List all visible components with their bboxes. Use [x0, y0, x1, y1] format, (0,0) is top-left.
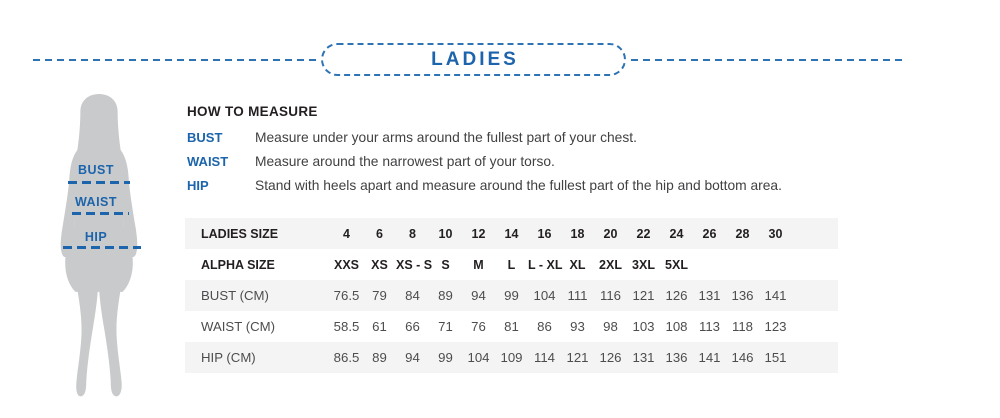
ladies-section-pill: [321, 43, 626, 76]
figure-waist-label: WAIST: [74, 195, 118, 209]
size-value-cell: 2XL: [599, 257, 622, 272]
size-value-cell: 8: [409, 226, 416, 241]
figure-hip-label: HIP: [84, 230, 108, 244]
measure-instruction-hip: [187, 174, 887, 198]
size-value-cell: 4: [343, 226, 350, 241]
size-value-cell: 24: [669, 226, 684, 241]
size-value-cell: 104: [467, 350, 490, 365]
size-value-cell: [759, 249, 792, 280]
size-value-cell: L: [507, 257, 516, 272]
female-silhouette-figure: [50, 93, 148, 405]
size-value-cell: 26: [702, 226, 717, 241]
size-value-cell: 99: [504, 288, 519, 303]
how-to-measure-title: HOW TO MEASURE: [187, 104, 318, 119]
figure-bust-label: BUST: [77, 163, 115, 177]
section-title: LADIES: [431, 48, 519, 70]
size-value-cell: 84: [405, 288, 420, 303]
size-value-cell: XS - S: [396, 257, 433, 272]
size-value-cell: 99: [438, 350, 453, 365]
size-value-cell: 12: [471, 226, 486, 241]
size-value-cell: 28: [735, 226, 750, 241]
size-value-cell: 126: [599, 350, 622, 365]
size-value-cell: 98: [603, 319, 618, 334]
row-label-cell: HIP (CM): [201, 350, 256, 365]
hip-label: HIP: [187, 178, 209, 193]
size-value-cell: S: [441, 257, 450, 272]
table-row: [185, 218, 838, 249]
size-value-cell: 86.5: [333, 350, 360, 365]
ladies-size-table: [185, 218, 838, 373]
measure-instruction-waist: [187, 150, 887, 174]
size-value-cell: 104: [533, 288, 556, 303]
size-value-cell: 131: [632, 350, 655, 365]
bust-description: Measure under your arms around the fullest part of your chest.: [255, 130, 637, 145]
size-value-cell: 109: [500, 350, 523, 365]
size-value-cell: 126: [665, 288, 688, 303]
row-label-cell: ALPHA SIZE: [201, 257, 275, 272]
size-value-cell: M: [473, 257, 484, 272]
row-label-cell: BUST (CM): [201, 288, 269, 303]
hip-measure-line: [63, 246, 141, 249]
how-to-measure-section: [187, 104, 887, 198]
size-value-cell: 86: [537, 319, 552, 334]
row-label-cell: LADIES SIZE: [201, 226, 279, 241]
waist-measure-line: [72, 212, 129, 215]
filler-cell: [792, 342, 838, 373]
size-value-cell: 94: [405, 350, 420, 365]
size-value-cell: 93: [570, 319, 585, 334]
waist-description: Measure around the narrowest part of your torso.: [255, 154, 555, 169]
size-value-cell: 146: [731, 350, 754, 365]
size-value-cell: 89: [372, 350, 387, 365]
female-silhouette-icon: [50, 93, 148, 405]
size-value-cell: 103: [632, 319, 655, 334]
size-value-cell: 94: [471, 288, 486, 303]
size-value-cell: 113: [698, 319, 721, 334]
row-label-cell: WAIST (CM): [201, 319, 275, 334]
size-value-cell: 151: [764, 350, 787, 365]
size-value-cell: 71: [438, 319, 453, 334]
filler-cell: [792, 280, 838, 311]
size-value-cell: 111: [567, 288, 588, 303]
size-value-cell: 5XL: [665, 257, 688, 272]
size-value-cell: 76: [471, 319, 486, 334]
size-value-cell: 121: [566, 350, 589, 365]
size-value-cell: XXS: [333, 257, 359, 272]
filler-cell: [792, 311, 838, 342]
table-row: [185, 342, 838, 373]
hip-description: Stand with heels apart and measure around the fullest part of the hip and bottom area.: [255, 178, 782, 193]
table-row: [185, 311, 838, 342]
bust-label: BUST: [187, 130, 223, 145]
size-value-cell: [726, 249, 759, 280]
size-value-cell: 20: [603, 226, 618, 241]
size-value-cell: 136: [731, 288, 754, 303]
size-value-cell: [693, 249, 726, 280]
bust-measure-line: [68, 181, 130, 184]
size-value-cell: 3XL: [632, 257, 655, 272]
filler-cell: [792, 218, 838, 249]
left-dashed-divider: [33, 59, 319, 61]
measure-instruction-bust: [187, 126, 887, 150]
size-value-cell: 81: [504, 319, 519, 334]
size-value-cell: 61: [372, 319, 387, 334]
size-value-cell: L - XL: [528, 257, 563, 272]
size-value-cell: 89: [438, 288, 453, 303]
size-value-cell: 14: [504, 226, 519, 241]
size-value-cell: XS: [371, 257, 388, 272]
size-value-cell: 131: [698, 288, 721, 303]
size-value-cell: XL: [569, 257, 586, 272]
size-value-cell: 18: [570, 226, 585, 241]
size-value-cell: 10: [438, 226, 453, 241]
size-value-cell: 141: [698, 350, 721, 365]
size-value-cell: 76.5: [333, 288, 360, 303]
size-value-cell: 58.5: [333, 319, 360, 334]
filler-cell: [792, 249, 838, 280]
size-value-cell: 108: [665, 319, 688, 334]
size-value-cell: 136: [665, 350, 688, 365]
size-value-cell: 114: [533, 350, 556, 365]
size-value-cell: 66: [405, 319, 420, 334]
table-row: [185, 249, 838, 280]
size-value-cell: 16: [537, 226, 552, 241]
size-value-cell: 123: [764, 319, 787, 334]
size-value-cell: 79: [372, 288, 387, 303]
size-value-cell: 22: [636, 226, 651, 241]
size-value-cell: 6: [376, 226, 383, 241]
size-value-cell: 121: [632, 288, 655, 303]
waist-label: WAIST: [187, 154, 229, 169]
size-value-cell: 116: [599, 288, 622, 303]
size-value-cell: 118: [731, 319, 754, 334]
size-value-cell: 30: [768, 226, 783, 241]
size-value-cell: 141: [764, 288, 787, 303]
table-row: [185, 280, 838, 311]
right-dashed-divider: [631, 59, 905, 61]
